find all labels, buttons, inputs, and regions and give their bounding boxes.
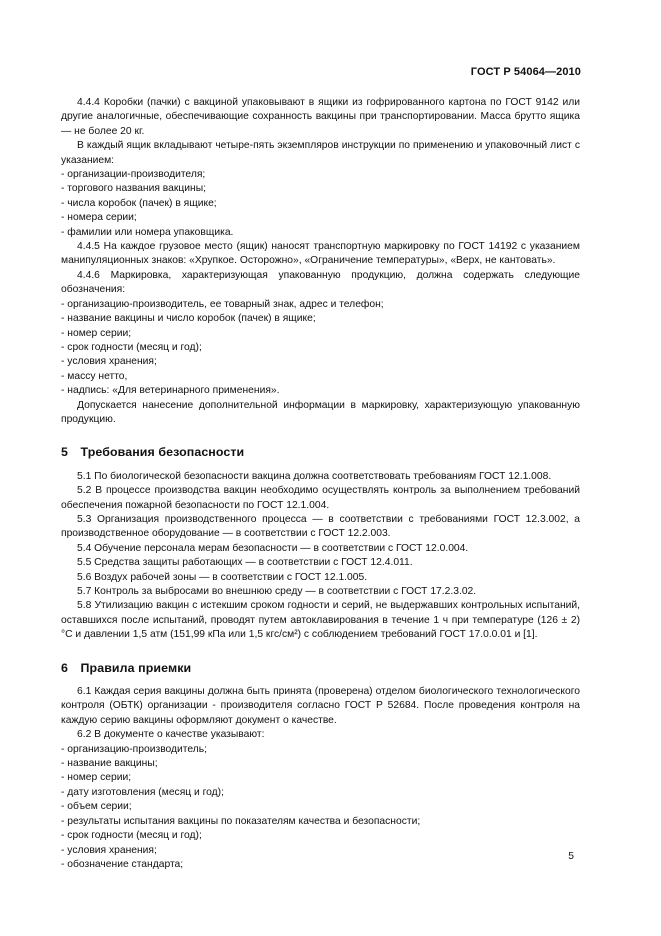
list-item: - числа коробок (пачек) в ящике; xyxy=(61,197,217,209)
paragraph-packing-list: В каждый ящик вкладывают четыре-пять экземпляров инструкции по применению и упаковочный лист с указанием: xyxy=(61,140,580,166)
paragraph-5-8: 5.8 Утилизацию вакцин с истекшим сроком годности и серий, не выдержавших контрольных испытаний, оставшихся после испытаний, проводят путем автоклавирования в течение 1 ч при температуре (126 ± 2) °С и давлении 1,5 атм (151,99 кПа или 1,5 кгс/см²) с соблюдением требований ГОСТ 17.0.0.01 и [1]. xyxy=(61,600,580,641)
paragraph-5-7: 5.7 Контроль за выбросами во внешнюю среду — в соответствии с ГОСТ 17.2.3.02. xyxy=(77,586,477,597)
list-item: - фамилии или номера упаковщика. xyxy=(61,226,234,238)
standard-code-header: ГОСТ Р 54064—2010 xyxy=(470,66,581,78)
list-item: - номер серии; xyxy=(61,327,132,339)
paragraph-5-4: 5.4 Обучение персонала мерам безопасности — в соответствии с ГОСТ 12.0.004. xyxy=(77,542,469,554)
list-item: - условия хранения; xyxy=(61,844,157,856)
paragraph-5-3: 5.3 Организация производственного процесса — в соответствии с требованиями ГОСТ 12.3.002, а производственное оборудование — в соответствии с ГОСТ 12.2.003. xyxy=(61,513,580,540)
list-item: - объем серии; xyxy=(61,801,132,813)
list-item: - обозначение стандарта; xyxy=(61,858,184,870)
section-title: Правила приемки xyxy=(80,660,192,675)
list-item: - организации-производителя; xyxy=(61,169,206,181)
paragraph-4-4-5: 4.4.5 На каждое грузовое место (ящик) наносят транспортную маркировку по ГОСТ 14192 с указанием манипуляционных знаков: «Хрупкое. Осторожно», «Ограничение температуры», «Верх, не кантовать». xyxy=(61,241,580,267)
list-item: - название вакцины и число коробок (пачек) в ящике; xyxy=(61,313,316,325)
paragraph-additional-info: Допускается нанесение дополнительной информации в маркировку, характеризующую упакованную продукцию. xyxy=(61,399,580,425)
main-text xyxy=(61,96,580,872)
list-item: - условия хранения; xyxy=(61,356,157,368)
section-5-heading xyxy=(61,445,580,459)
list-item: - организацию-производитель; xyxy=(61,743,208,755)
list-item: - организацию-производитель, ее товарный знак, адрес и телефон; xyxy=(61,298,384,310)
list-item: - результаты испытания вакцины по показателям качества и безопасности; xyxy=(61,815,421,827)
paragraph-5-2: 5.2 В процессе производства вакцин необходимо осуществлять контроль за выполнением требований обеспечения пожарной безопасности по ГОСТ 12.1.004. xyxy=(61,485,580,511)
paragraph-4-4-6: 4.4.6 Маркировка, характеризующая упакованную продукцию, должна содержать следующие обозначения: xyxy=(61,269,580,296)
paragraph-4-4-4: 4.4.4 Коробки (пачки) с вакциной упаковывают в ящики из гофрированного картона по ГОСТ 9142 или другие аналогичные, обеспечивающие сохранность вакцины при транспортировании. Масса брутто ящика — не более 20 кг. xyxy=(61,97,580,137)
section-title: Требования безопасности xyxy=(80,445,245,460)
list-item: - срок годности (месяц и год); xyxy=(61,341,202,353)
paragraph-5-5: 5.5 Средства защиты работающих — в соответствии с ГОСТ 12.4.011. xyxy=(77,557,413,569)
list-item: - номер серии; xyxy=(61,772,132,784)
page-number: 5 xyxy=(568,851,574,862)
section-number: 5 xyxy=(61,445,68,460)
section-6-heading xyxy=(61,661,580,675)
list-item: - номера серии; xyxy=(61,212,137,224)
list-item: - срок годности (месяц и год); xyxy=(61,830,202,842)
paragraph-6-1: 6.1 Каждая серия вакцины должна быть принята (проверена) отделом биологического технологического контроля (ОБТК) организации - производителя согласно ГОСТ Р 52684. После проведения контроля на каждую серию вакцины оформляют документ о качестве. xyxy=(61,686,580,726)
list-item: - название вакцины; xyxy=(61,758,158,770)
section-number: 6 xyxy=(61,660,68,675)
paragraph-6-2: 6.2 В документе о качестве указывают: xyxy=(77,729,265,741)
list-item: - массу нетто, xyxy=(61,370,128,382)
paragraph-5-6: 5.6 Воздух рабочей зоны — в соответствии с ГОСТ 12.1.005. xyxy=(77,571,368,583)
list-item: - торгового названия вакцины; xyxy=(61,183,206,195)
paragraph-5-1: 5.1 По биологической безопасности вакцина должна соответствовать требованиям ГОСТ 12.1.008. xyxy=(77,470,552,482)
list-item: - дату изготовления (месяц и год); xyxy=(61,786,224,798)
list-item: - надпись: «Для ветеринарного применения». xyxy=(61,385,280,397)
